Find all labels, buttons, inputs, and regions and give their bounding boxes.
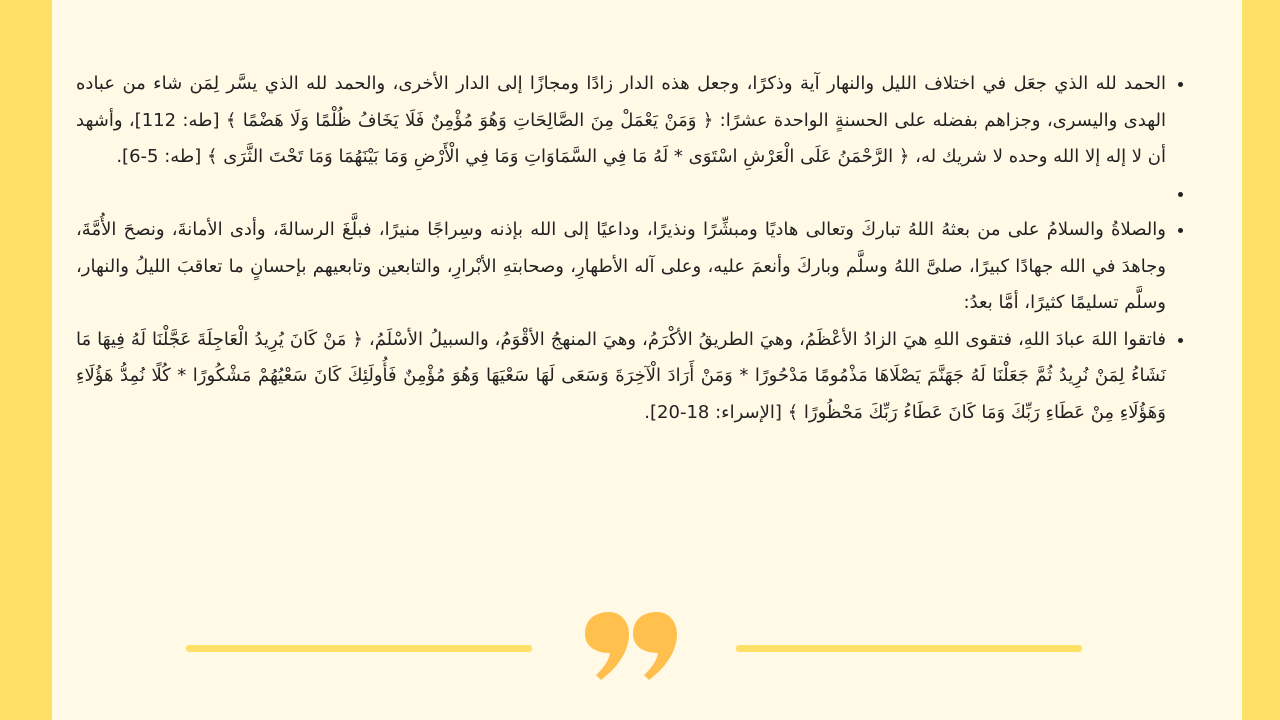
paragraph-empty [76,176,1166,213]
paragraph-list [76,66,1186,431]
paragraph-taqwa: • فاتقوا اللهَ عبادَ اللهِ، فتقوى اللهِ هيَ الزادُ الأعْظَمُ، وهيَ الطريقُ الأكْرَمُ، وهيَ المنهجُ الأقْوَمُ، والسبيلُ الأسْلَمُ، ﴿ مَنْ كَانَ يُرِيدُ الْعَاجِلَةَ عَجَّلْنَا لَهُ فِيهَا مَا نَشَاءُ لِمَنْ نُرِيدُ ثُمَّ جَعَلْنَا لَهُ جَهَنَّمَ يَصْلَاهَا مَذْمُومًا مَدْحُورًا * وَمَنْ أَرَادَ الْآخِرَةَ وَسَعَى لَهَا سَعْيَهَا وَهُوَ مُؤْمِنٌ فَأُولَئِكَ كَانَ سَعْيُهُمْ مَشْكُورًا * كُلًا نُمِدُّ هَؤُلَاءِ وَهَؤُلَاءِ مِنْ عَطَاءِ رَبِّكَ وَمَا كَانَ عَطَاءُ رَبِّكَ مَحْظُورًا ﴾ [الإسراء: 18-20]. [76,322,1166,432]
decorative-line-left [186,645,532,652]
paragraph-praise: • الحمد لله الذي جعَل في اختلاف الليل والنهار آية وذكرًا، وجعل هذه الدار زادًا ومجازًا إلى الدار الأخرى، والحمد لله الذي يسَّر لِمَن شاء من عباده الهدى واليسرى، وجزاهم بفضله على الحسنةٍ الواحدة عشرًا: ﴿ وَمَنْ يَعْمَلْ مِنَ الصَّالِحَاتِ وَهُوَ مُؤْمِنٌ فَلَا يَخَافُ ظُلْمًا وَلَا هَضْمًا ﴾ [طه: 112]، وأشهد أن لا إله إلا الله وحده لا شريك له، ﴿ الرَّحْمَنُ عَلَى الْعَرْشِ اسْتَوَى * لَهُ مَا فِي السَّمَاوَاتِ وَمَا فِي الْأَرْضِ وَمَا بَيْنَهُمَا وَمَا تَحْتَ الثَّرَى ﴾ [طه: 5-6]. [76,66,1166,176]
body-text [76,66,1186,431]
paragraph-salutation: • والصلاةُ والسلامُ على من بعثهُ اللهُ تباركَ وتعالى هاديًا ومبشِّرًا ونذيرًا، وداعيًا إلى الله بإذنه وسِراجًا منيرًا، فبلَّغَ الرسالةَ، وأدى الأمانةَ، ونصحَ الأُمَّةَ، وجاهدَ في الله جهادًا كبيرًا، صلىَّ اللهُ وسلَّم وباركَ وأنعمَ عليه، وعلى آله الأطهارِ، وصحابتهِ الأبْرارِ، والتابعين وتابعيهم بإحسانٍ ما تعاقبَ الليلُ والنهار، وسلَّم تسليمًا كثيرًا، أمَّا بعدُ: [76,212,1166,322]
decorative-line-right [736,645,1082,652]
quotation-mark-icon [583,612,679,682]
